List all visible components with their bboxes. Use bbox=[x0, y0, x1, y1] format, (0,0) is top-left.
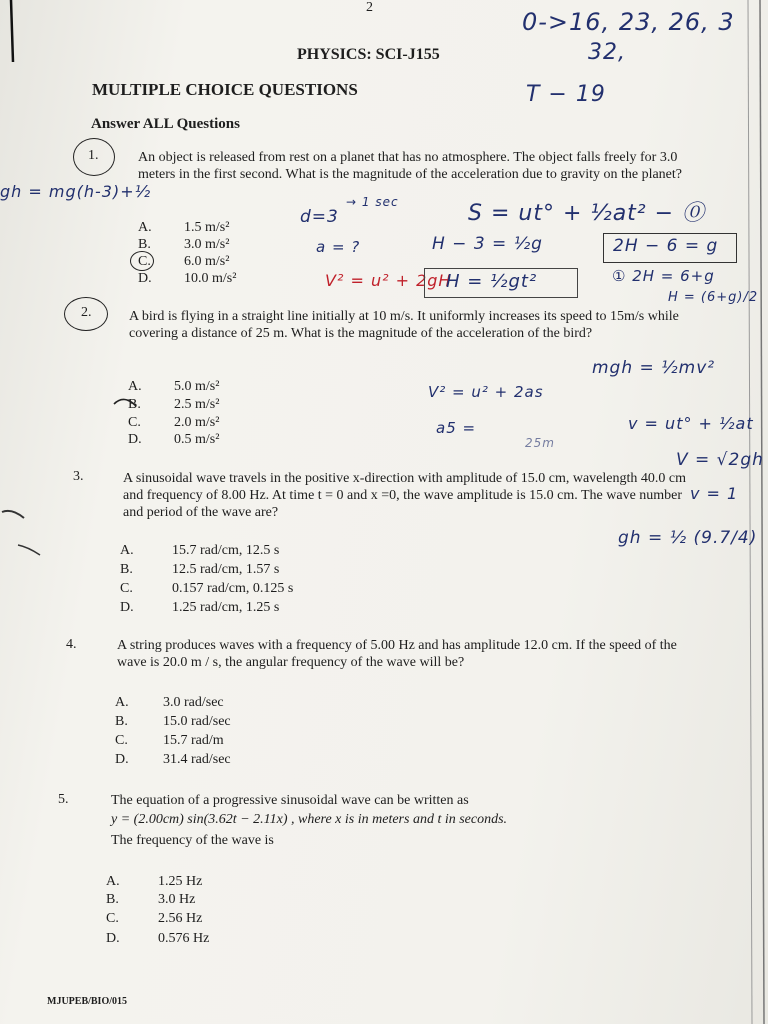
question-3-option-c[interactable] bbox=[120, 579, 293, 598]
question-4-option-b[interactable] bbox=[115, 712, 231, 731]
option-letter: B. bbox=[138, 237, 151, 252]
question-1-option-d[interactable] bbox=[138, 269, 236, 288]
option-letter: B. bbox=[106, 892, 119, 907]
handwriting-q2-v: V² = u² + 2as bbox=[428, 383, 544, 401]
answer-mark-q2 bbox=[112, 394, 152, 416]
option-letter: A. bbox=[128, 379, 142, 394]
handwriting-q1-v: V² = u² + 2gH bbox=[325, 271, 452, 290]
question-3-option-d[interactable] bbox=[120, 598, 279, 617]
option-text: 31.4 rad/sec bbox=[163, 752, 231, 767]
option-letter: B. bbox=[120, 562, 133, 577]
question-1-number: 1. bbox=[88, 148, 99, 163]
option-letter: C. bbox=[120, 581, 133, 596]
handwriting-top-right-3: T − 19 bbox=[526, 82, 606, 107]
option-text: 5.0 m/s² bbox=[174, 379, 220, 394]
option-letter: A. bbox=[106, 874, 120, 889]
page-number: 2 bbox=[366, 0, 373, 15]
option-letter: D. bbox=[138, 271, 152, 286]
question-4-text: A string produces waves with a frequency of 5.00 Hz and has amplitude 12.0 cm. If the speed of the wave is 20.0 m / s, the angular frequency of the wave will be? bbox=[117, 638, 677, 670]
option-text: 3.0 rad/sec bbox=[163, 695, 224, 710]
handwriting-q3-v: V = √2gh bbox=[676, 450, 764, 470]
option-text: 2.0 m/s² bbox=[174, 415, 220, 430]
question-3-option-a[interactable] bbox=[120, 541, 279, 560]
option-letter: D. bbox=[120, 600, 134, 615]
question-5-option-d[interactable] bbox=[106, 929, 209, 948]
question-4-option-d[interactable] bbox=[115, 750, 231, 769]
handwriting-left-margin: gh = mg(h-3)+½ bbox=[0, 182, 152, 201]
question-5-option-b[interactable] bbox=[106, 890, 195, 909]
question-4-number: 4. bbox=[66, 637, 77, 652]
handwriting-q1-box-text: 2H − 6 = g bbox=[613, 236, 719, 256]
option-letter: D. bbox=[106, 931, 120, 946]
option-text: 1.25 Hz bbox=[158, 874, 203, 889]
question-1-text: An object is released from rest on a planet that has no atmosphere. The object falls freely for 3.0 meters in the first second. What is the magnitude of the acceleration due to gravity on the planet? bbox=[138, 150, 683, 182]
option-text: 3.0 m/s² bbox=[184, 237, 230, 252]
instruction-text: Answer ALL Questions bbox=[91, 116, 240, 132]
question-5-option-c[interactable] bbox=[106, 909, 202, 928]
handwriting-q2-25: 25m bbox=[525, 436, 555, 450]
option-letter: A. bbox=[115, 695, 129, 710]
option-text: 0.576 Hz bbox=[158, 931, 210, 946]
handwriting-q2-mgh: mgh = ½mv² bbox=[592, 358, 716, 378]
question-4-option-c[interactable] bbox=[115, 731, 224, 750]
option-text: 0.5 m/s² bbox=[174, 432, 220, 447]
question-5-number: 5. bbox=[58, 792, 69, 807]
option-text: 15.7 rad/cm, 12.5 s bbox=[172, 543, 280, 558]
handwriting-q1-h: H − 3 = ½g bbox=[432, 234, 543, 254]
option-text: 1.5 m/s² bbox=[184, 220, 230, 235]
question-2-text: A bird is flying in a straight line initially at 10 m/s. It uniformly increases its speed to 15m/s while covering a distance of 25 m. What is the magnitude of the acceleration of the bird? bbox=[129, 309, 679, 341]
option-text: 3.0 Hz bbox=[158, 892, 196, 907]
question-4-option-a[interactable] bbox=[115, 693, 224, 712]
option-text: 6.0 m/s² bbox=[184, 254, 230, 269]
question-2-option-d[interactable] bbox=[128, 430, 219, 449]
option-text: 15.0 rad/sec bbox=[163, 714, 231, 729]
option-letter: A. bbox=[138, 220, 152, 235]
option-text: 2.56 Hz bbox=[158, 911, 203, 926]
option-text: 10.0 m/s² bbox=[184, 271, 237, 286]
question-5-equation-line: y = (2.00cm) sin(3.62t − 2.11x) , where x is in meters and t in seconds. bbox=[111, 812, 508, 827]
option-text: 2.5 m/s² bbox=[174, 397, 220, 412]
option-letter: B. bbox=[115, 714, 128, 729]
option-letter: A. bbox=[120, 543, 134, 558]
option-text: 0.157 rad/cm, 0.125 s bbox=[172, 581, 294, 596]
footer-code: MJUPEB/BIO/015 bbox=[47, 996, 128, 1007]
handwriting-top-right-2: 32, bbox=[588, 40, 626, 65]
question-5-text-line-3: The frequency of the wave is bbox=[111, 833, 274, 848]
handwriting-q2-v2: v = ut° + ½at bbox=[628, 414, 754, 433]
handwriting-q3-v1: v = 1 bbox=[690, 484, 739, 503]
handwriting-q1-a: a = ? bbox=[316, 238, 361, 256]
option-letter: D. bbox=[115, 752, 129, 767]
option-letter: C. bbox=[106, 911, 119, 926]
option-letter: D. bbox=[128, 432, 142, 447]
section-title: MULTIPLE CHOICE QUESTIONS bbox=[92, 80, 358, 99]
page-title: PHYSICS: SCI-J155 bbox=[297, 46, 440, 63]
question-5-text-line-1: The equation of a progressive sinusoidal wave can be written as bbox=[111, 793, 469, 808]
option-letter: C. bbox=[128, 415, 141, 430]
handwriting-q1-h2: H = ½gt² bbox=[446, 271, 538, 292]
handwriting-q1-arrow: → 1 sec bbox=[346, 195, 399, 209]
question-3-option-b[interactable] bbox=[120, 560, 279, 579]
handwriting-q1-s: S = ut° + ½at² − ⓪ bbox=[468, 201, 706, 226]
question-3-number: 3. bbox=[73, 469, 84, 484]
option-letter: C. bbox=[115, 733, 128, 748]
handwriting-q1-d: d=3 bbox=[300, 207, 339, 227]
option-letter: C. bbox=[138, 254, 151, 269]
handwriting-top-right-1: 0->16, 23, 26, 3 bbox=[522, 8, 735, 36]
handwriting-q3-gh: gh = ½ (9.7/4) bbox=[618, 528, 758, 548]
question-5-option-a[interactable] bbox=[106, 872, 202, 891]
question-2-number: 2. bbox=[81, 305, 92, 320]
question-3-text: A sinusoidal wave travels in the positive x-direction with amplitude of 15.0 cm, wavelength 40.0 cm and frequency of 8.00 Hz. At time t = 0 and x =0, the wave amplitude is 15.0 cm. The wave number and period of the wave are? bbox=[123, 471, 686, 520]
handwriting-q1-eq2: H = (6+g)/2 bbox=[668, 290, 759, 305]
option-text: 15.7 rad/m bbox=[163, 733, 224, 748]
option-text: 1.25 rad/cm, 1.25 s bbox=[172, 600, 280, 615]
handwriting-q2-a: a5 = bbox=[436, 419, 477, 437]
option-letter: B. bbox=[128, 397, 141, 412]
handwriting-q1-eq1: ① 2H = 6+g bbox=[612, 267, 715, 285]
answer-circle-q1 bbox=[130, 251, 154, 271]
option-text: 12.5 rad/cm, 1.57 s bbox=[172, 562, 280, 577]
